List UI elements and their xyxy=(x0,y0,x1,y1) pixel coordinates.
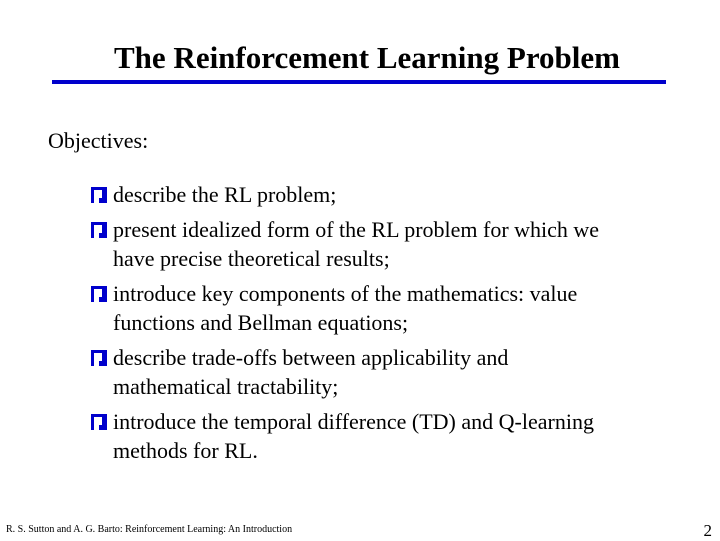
footer-citation: R. S. Sutton and A. G. Barto: Reinforcement Learning: An Introduction xyxy=(6,524,293,535)
page-number: 2 xyxy=(703,521,712,540)
hollow-square-bullet-icon xyxy=(91,222,107,238)
objectives-heading: Objectives: xyxy=(48,128,149,153)
objectives-list xyxy=(90,180,700,471)
hollow-square-bullet-icon xyxy=(91,414,107,430)
bullet-item-3 xyxy=(90,279,700,337)
hollow-square-bullet-icon xyxy=(91,350,107,366)
bullet-item-5 xyxy=(90,407,700,465)
bullet-line: introduce key components of the mathematics: value xyxy=(113,281,578,306)
title-underline xyxy=(52,80,666,84)
hollow-square-bullet-icon xyxy=(91,187,107,203)
bullet-item-1 xyxy=(90,180,700,209)
bullet-line: mathematical tractability; xyxy=(113,374,339,399)
bullet-line: describe trade-offs between applicability and xyxy=(113,345,509,370)
bullet-line: describe the RL problem; xyxy=(113,182,337,207)
slide-title: The Reinforcement Learning Problem xyxy=(114,40,620,75)
bullet-line: introduce the temporal difference (TD) and Q-learning xyxy=(113,409,594,434)
bullet-line: methods for RL. xyxy=(113,438,258,463)
bullet-line: present idealized form of the RL problem for which we xyxy=(113,217,600,242)
bullet-item-2 xyxy=(90,215,700,273)
bullet-line: functions and Bellman equations; xyxy=(113,310,409,335)
hollow-square-bullet-icon xyxy=(91,286,107,302)
bullet-item-4 xyxy=(90,343,700,401)
bullet-line: have precise theoretical results; xyxy=(113,246,390,271)
